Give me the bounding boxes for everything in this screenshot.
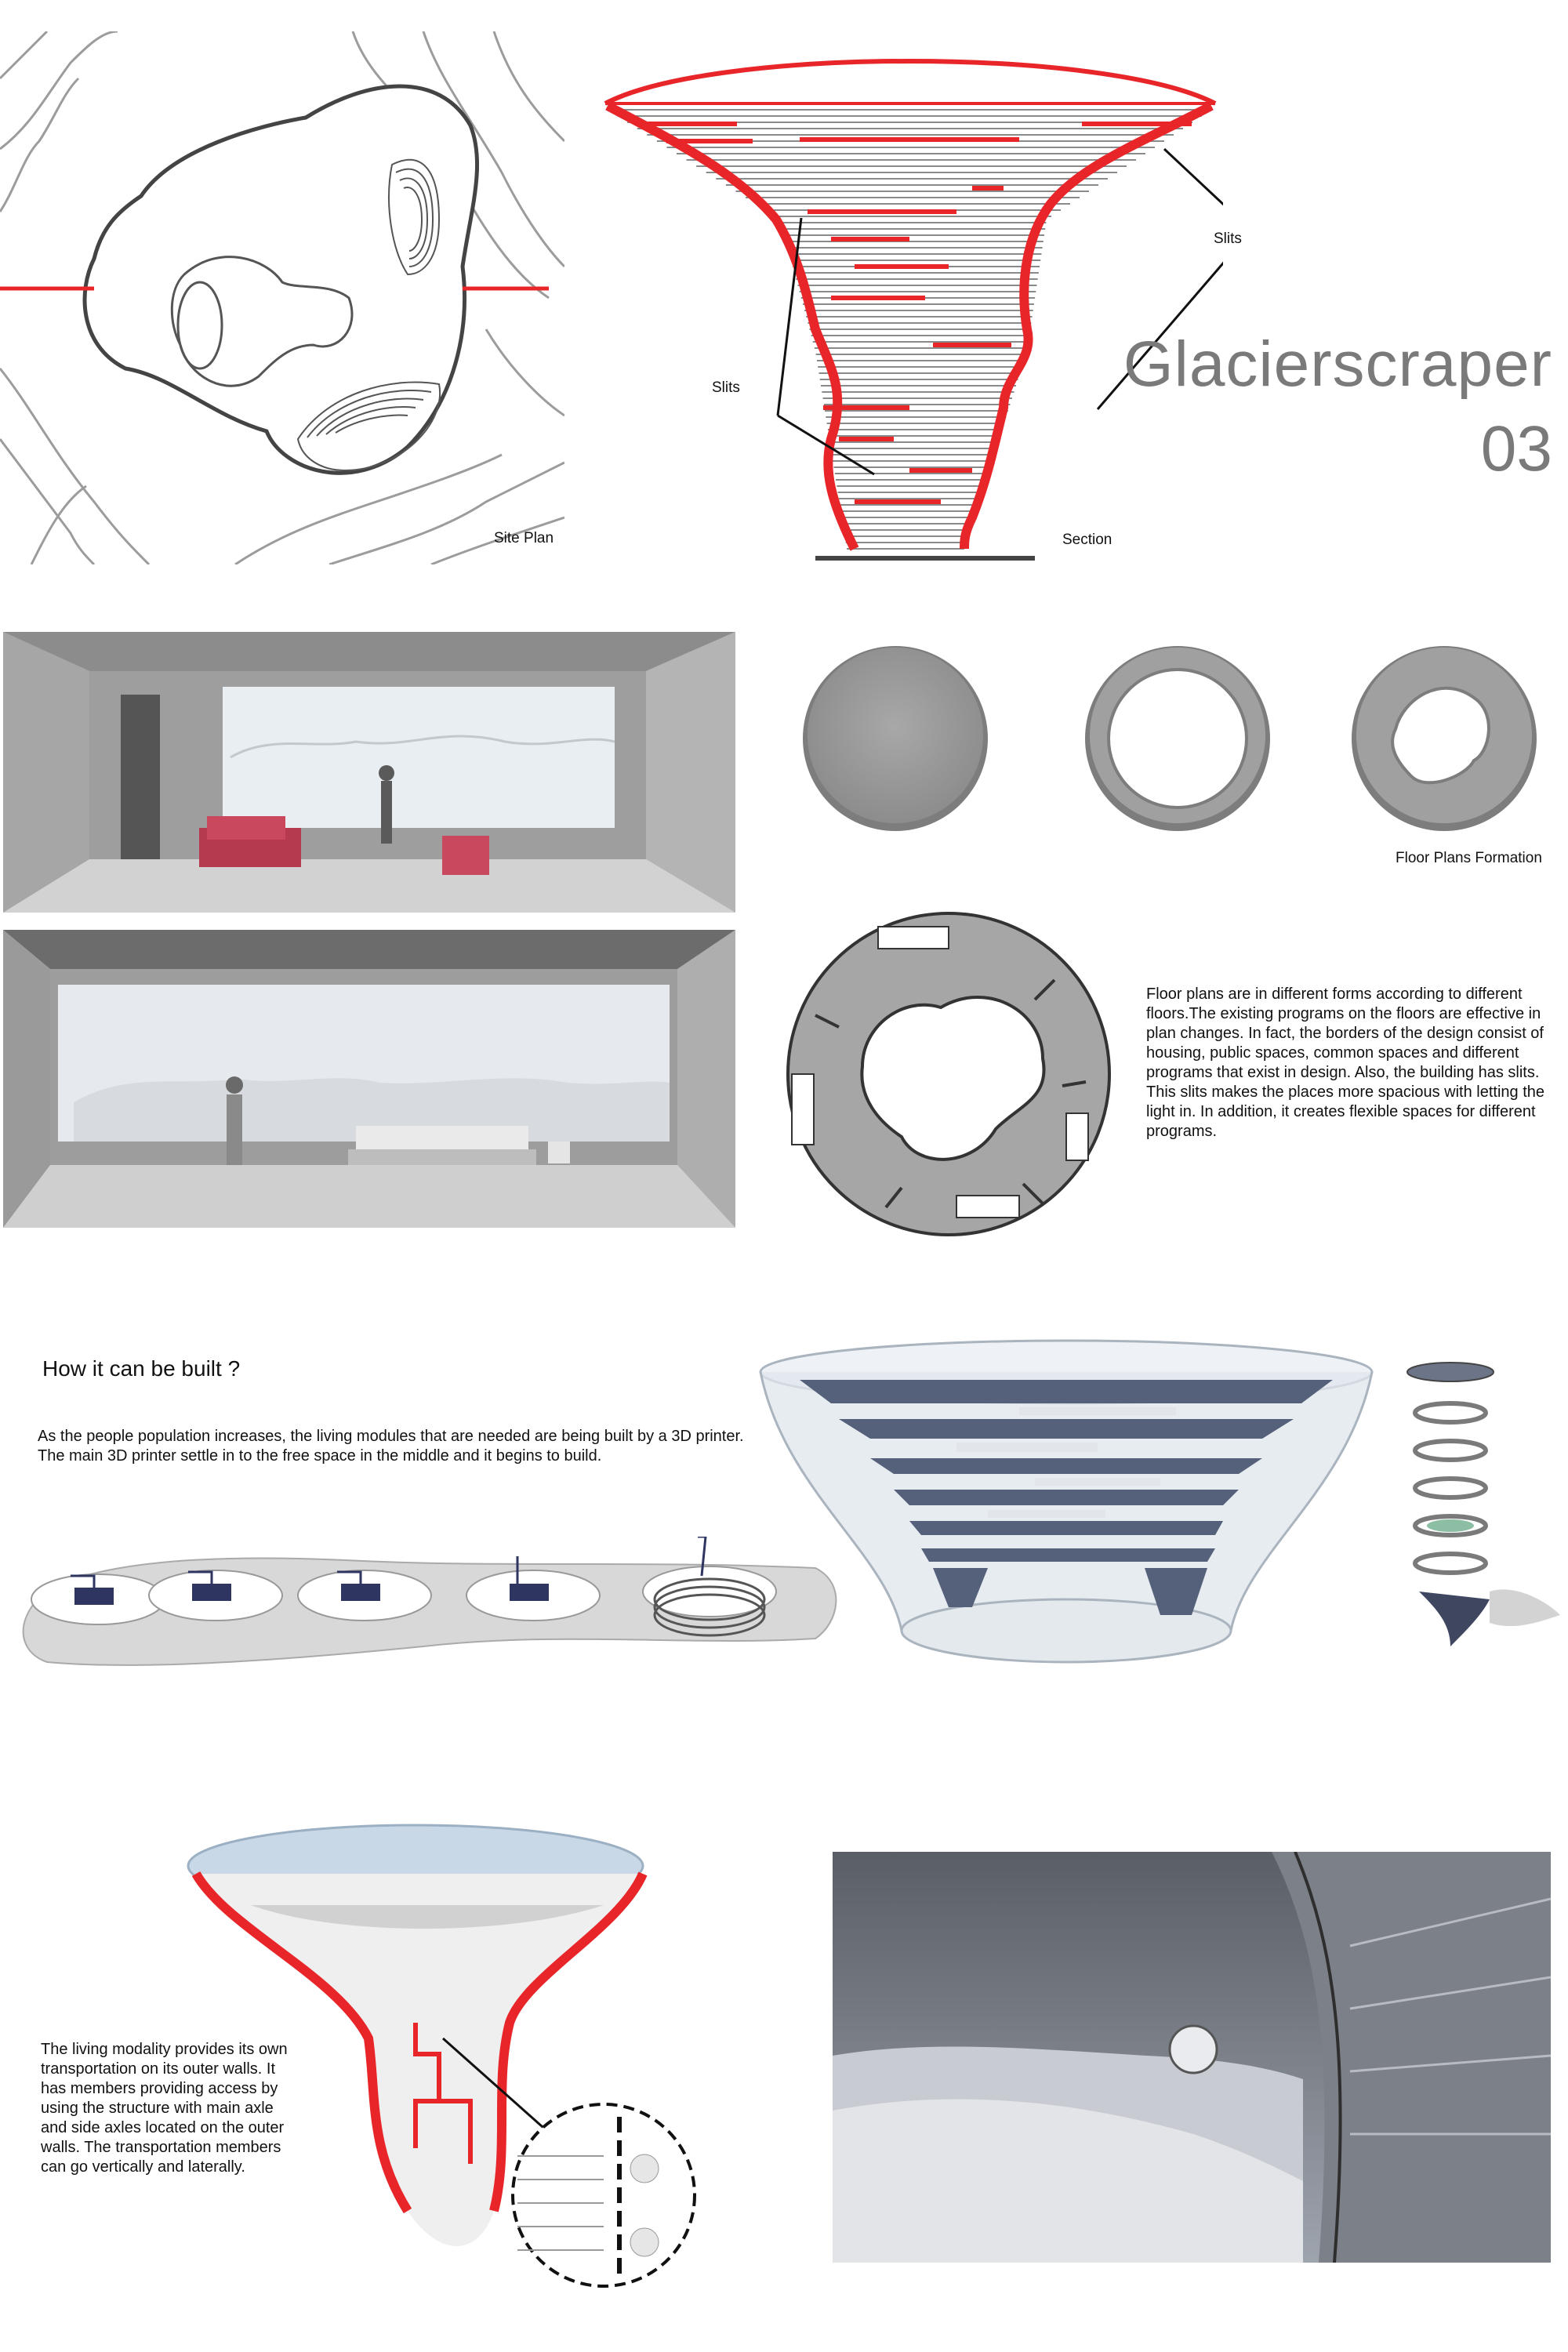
section3-description: As the people population increases, the living modules that are needed are being built by a 3D printer. The main 3D printer settle in to the free space in the middle and it begins to build.: [38, 1428, 744, 1465]
site-plan-label: Site Plan: [494, 530, 554, 546]
section3-heading: How it can be built ?: [42, 1356, 241, 1381]
interior-render-bedroom: [3, 930, 735, 1228]
site-plan-drawing: [0, 31, 564, 564]
interior-render-living: [3, 632, 735, 913]
slits-label-left: Slits: [712, 379, 740, 396]
exterior-render: [833, 1852, 1551, 2263]
section-drawing: [596, 31, 1223, 564]
page-title: Glacierscraper: [1123, 328, 1552, 400]
floor-plans-formation: [800, 643, 1552, 847]
floor-plan-detail: [784, 909, 1113, 1239]
site-plan: [0, 31, 564, 564]
transportation-description: The living modality provides its own transportation on its outer walls. It has members providing access by using the structure with main axle and side axles located on the outer walls. The transportation members can go vertically and laterally.: [41, 2041, 288, 2176]
slits-label-right: Slits: [1214, 230, 1242, 247]
floor-plans-label: Floor Plans Formation: [1396, 850, 1542, 866]
glacier-3d-model: [753, 1333, 1380, 1693]
title-number: 03: [1480, 413, 1552, 485]
section-svg: [596, 31, 1223, 564]
section-label: Section: [1062, 532, 1112, 548]
floor-plans-description: Floor plans are in different forms according to different floors.The existing programs on the floors are effective in plan changes. In fact, the borders of the design consist of housing, public spaces, common spaces and different programs that exist in design. Also, the building has slits. This slits makes the places more spacious with letting the light in. In addition, it creates flexible spaces for different programs.: [1146, 985, 1544, 1140]
stacked-modules-model: [1403, 1356, 1568, 1670]
printing-sequence-model: [16, 1537, 847, 1678]
